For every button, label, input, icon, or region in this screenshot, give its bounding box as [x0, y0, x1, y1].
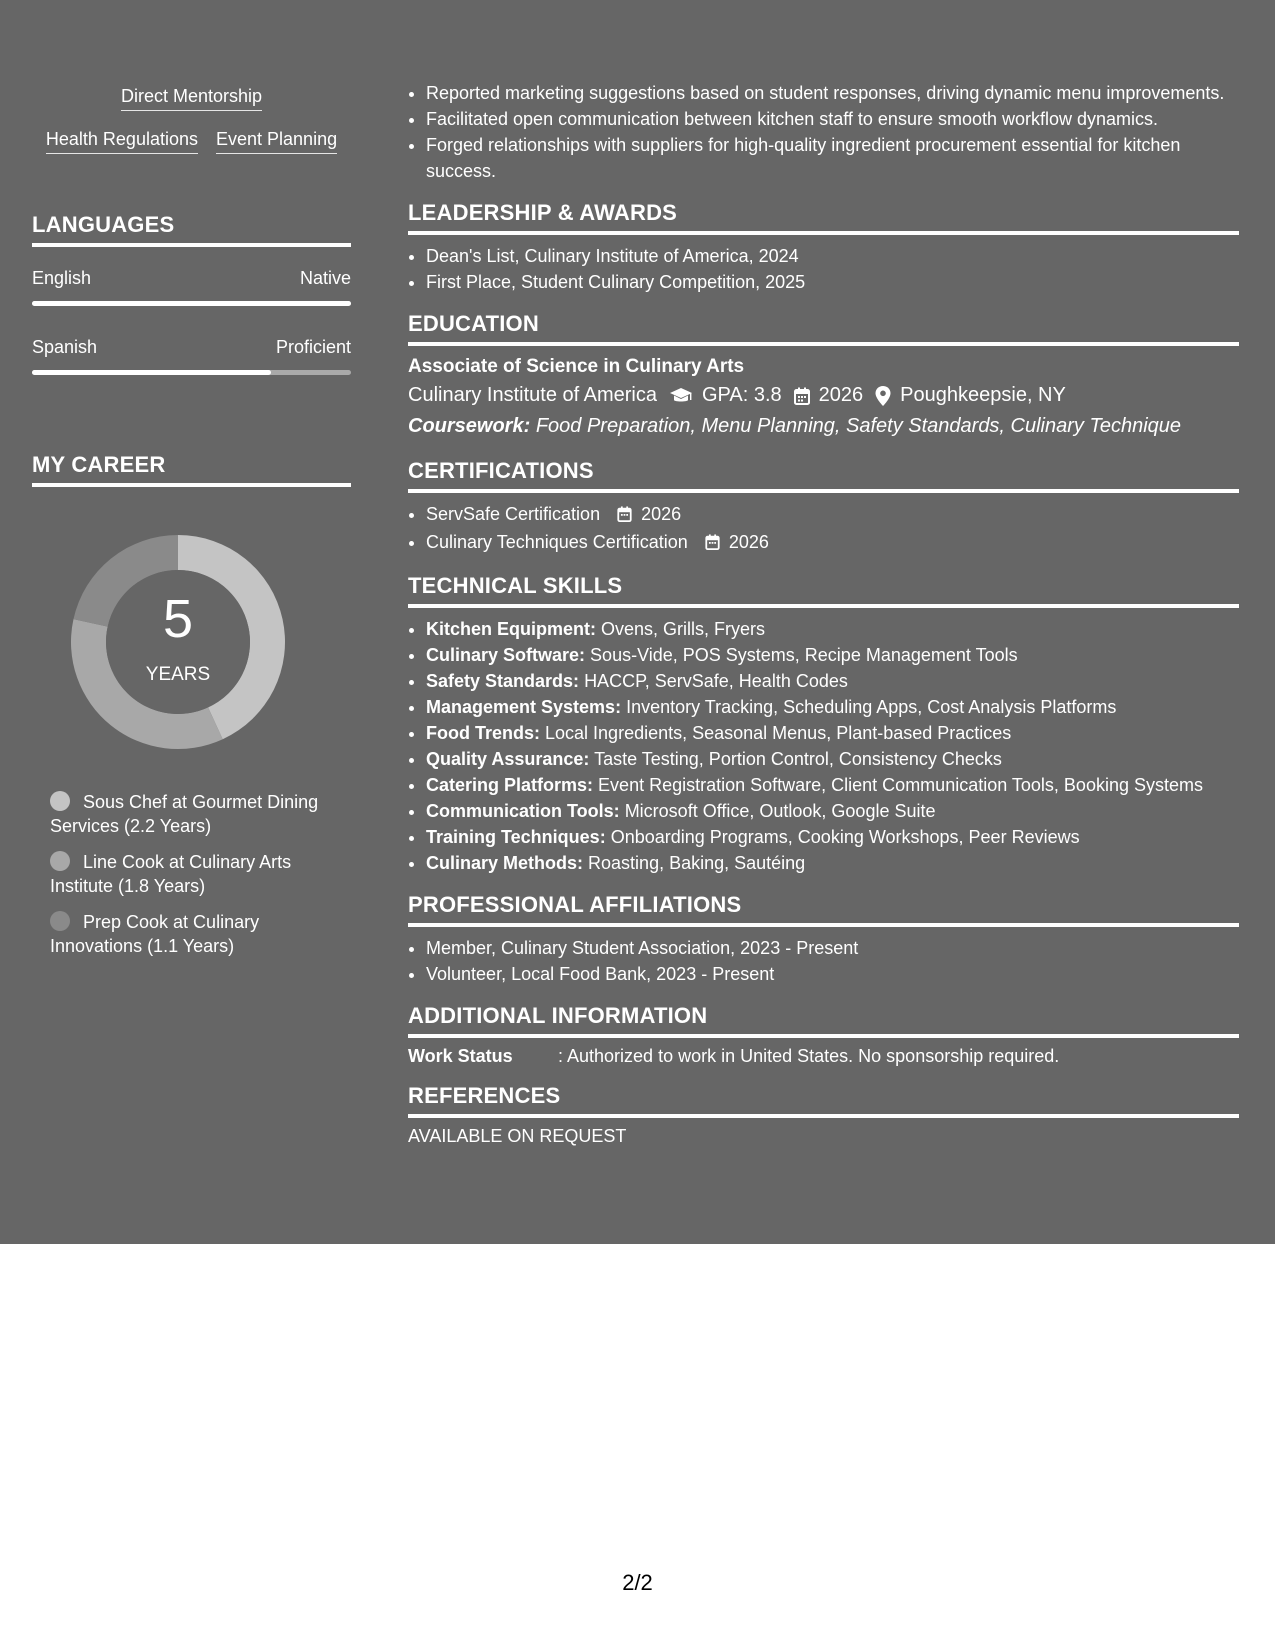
skill-label: Catering Platforms: — [426, 775, 594, 795]
language-name: English — [32, 268, 92, 288]
skill-tag: Health Regulations — [46, 129, 198, 154]
career-item-text: Sous Chef at Gourmet Dining Services (2.2 Years) — [50, 792, 319, 836]
career-list — [50, 790, 340, 970]
skill-tag: Event Planning — [216, 129, 337, 154]
language-bar-fill — [32, 370, 271, 375]
skill-label: Culinary Methods: — [426, 853, 584, 873]
coursework-label: Coursework: — [408, 415, 531, 437]
skill-item — [426, 616, 1239, 642]
skill-item — [426, 824, 1239, 850]
language-spanish — [32, 337, 351, 375]
certification-year: 2026 — [728, 532, 769, 552]
skill-item — [426, 746, 1239, 772]
skill-value: Taste Testing, Portion Control, Consistency Checks — [594, 749, 1002, 769]
technical-skills-heading: TECHNICAL SKILLS — [408, 573, 1239, 608]
skill-item — [426, 668, 1239, 694]
calendar-icon — [617, 503, 632, 529]
skill-value: Onboarding Programs, Cooking Workshops, Peer Reviews — [610, 827, 1080, 847]
education-school: Culinary Institute of America — [408, 384, 657, 406]
certification-item — [426, 529, 1239, 557]
graduation-cap-icon — [669, 387, 693, 405]
leadership-item: • Dean's List, Culinary Institute of America, 2024 — [426, 243, 1239, 269]
page-number: 2/2 — [622, 1570, 653, 1595]
affiliations-list — [408, 935, 1239, 987]
language-bar — [32, 370, 351, 375]
skill-item — [426, 720, 1239, 746]
location-pin-icon — [875, 386, 891, 406]
skill-value: Inventory Tracking, Scheduling Apps, Cost Analysis Platforms — [626, 697, 1117, 717]
career-dot-icon — [50, 851, 70, 871]
skill-label: Communication Tools: — [426, 801, 620, 821]
skill-label: Management Systems: — [426, 697, 622, 717]
language-level: Native — [299, 268, 351, 288]
certification-name: ServSafe Certification — [426, 504, 601, 524]
leadership-heading: LEADERSHIP & AWARDS — [408, 200, 1239, 235]
work-status-row — [408, 1046, 1239, 1067]
certifications-heading: CERTIFICATIONS — [408, 458, 1239, 493]
certification-year: 2026 — [641, 504, 682, 524]
skill-item — [426, 694, 1239, 720]
skill-tags — [32, 86, 351, 172]
calendar-icon — [705, 531, 720, 557]
work-status-value: : Authorized to work in United States. No sponsorship required. — [558, 1046, 1060, 1066]
career-item — [50, 790, 340, 838]
skill-value: Ovens, Grills, Fryers — [601, 619, 766, 639]
skill-tag: Direct Mentorship — [121, 86, 262, 111]
skill-value: Roasting, Baking, Sautéing — [588, 853, 806, 873]
skill-value: Sous-Vide, POS Systems, Recipe Management Tools — [590, 645, 1018, 665]
education-location: Poughkeepsie, NY — [900, 384, 1066, 406]
additional-info-heading: ADDITIONAL INFORMATION — [408, 1003, 1239, 1038]
coursework-text: Food Preparation, Menu Planning, Safety Standards, Culinary Technique — [535, 415, 1182, 437]
right-column — [408, 80, 1239, 1147]
career-years-label: YEARS — [145, 664, 211, 685]
experience-bullet: • Reported marketing suggestions based on student responses, driving dynamic menu improvements. — [426, 80, 1239, 106]
career-total-years: 5 — [162, 589, 194, 649]
technical-skills-list — [408, 616, 1239, 876]
certification-name: Culinary Techniques Certification — [426, 532, 688, 552]
skill-label: Training Techniques: — [426, 827, 606, 847]
languages-heading: LANGUAGES — [32, 212, 351, 247]
skill-item — [426, 772, 1239, 798]
career-dot-icon — [50, 791, 70, 811]
experience-bullet: • Forged relationships with suppliers for high-quality ingredient procurement essential for kitchen success. — [426, 132, 1239, 184]
skill-label: Safety Standards: — [426, 671, 580, 691]
skill-label: Kitchen Equipment: — [426, 619, 596, 639]
language-english — [32, 268, 351, 306]
career-item — [50, 910, 340, 958]
leadership-list — [408, 243, 1239, 295]
skill-value: Local Ingredients, Seasonal Menus, Plant-based Practices — [545, 723, 1012, 743]
experience-bullets — [408, 80, 1239, 184]
work-status-label: Work Status — [408, 1046, 513, 1066]
certification-item — [426, 501, 1239, 529]
certifications-list — [408, 501, 1239, 557]
skill-item — [426, 642, 1239, 668]
skill-label: Quality Assurance: — [426, 749, 590, 769]
language-bar-fill — [32, 301, 351, 306]
skill-value: HACCP, ServSafe, Health Codes — [584, 671, 848, 691]
language-level: Proficient — [275, 337, 351, 357]
skill-value: Microsoft Office, Outlook, Google Suite — [624, 801, 936, 821]
career-dot-icon — [50, 911, 70, 931]
skill-item — [426, 798, 1239, 824]
leadership-item: • First Place, Student Culinary Competition, 2025 — [426, 269, 1239, 295]
skill-value: Event Registration Software, Client Communication Tools, Booking Systems — [598, 775, 1203, 795]
references-heading: REFERENCES — [408, 1083, 1239, 1118]
education-year: 2026 — [818, 384, 864, 406]
career-item-text: Prep Cook at Culinary Innovations (1.1 Years) — [50, 912, 260, 956]
affiliation-item: • Volunteer, Local Food Bank, 2023 - Present — [426, 961, 1239, 987]
career-item-text: Line Cook at Culinary Arts Institute (1.8 Years) — [50, 852, 292, 896]
skill-label: Food Trends: — [426, 723, 540, 743]
affiliations-heading: PROFESSIONAL AFFILIATIONS — [408, 892, 1239, 927]
career-donut-chart — [66, 530, 290, 754]
language-bar — [32, 301, 351, 306]
career-item — [50, 850, 340, 898]
education-heading: EDUCATION — [408, 311, 1239, 346]
career-heading: MY CAREER — [32, 452, 351, 487]
education-gpa: GPA: 3.8 — [702, 384, 782, 406]
skill-item — [426, 850, 1239, 876]
affiliation-item: • Member, Culinary Student Association, 2023 - Present — [426, 935, 1239, 961]
education-meta — [408, 384, 1239, 407]
language-name: Spanish — [32, 337, 98, 357]
skill-label: Culinary Software: — [426, 645, 586, 665]
experience-bullet: • Facilitated open communication between kitchen staff to ensure smooth workflow dynamics. — [426, 106, 1239, 132]
education-coursework — [408, 415, 1239, 438]
education-degree: Associate of Science in Culinary Arts — [408, 356, 745, 377]
calendar-icon — [794, 387, 810, 405]
references-text: AVAILABLE ON REQUEST — [408, 1126, 627, 1146]
